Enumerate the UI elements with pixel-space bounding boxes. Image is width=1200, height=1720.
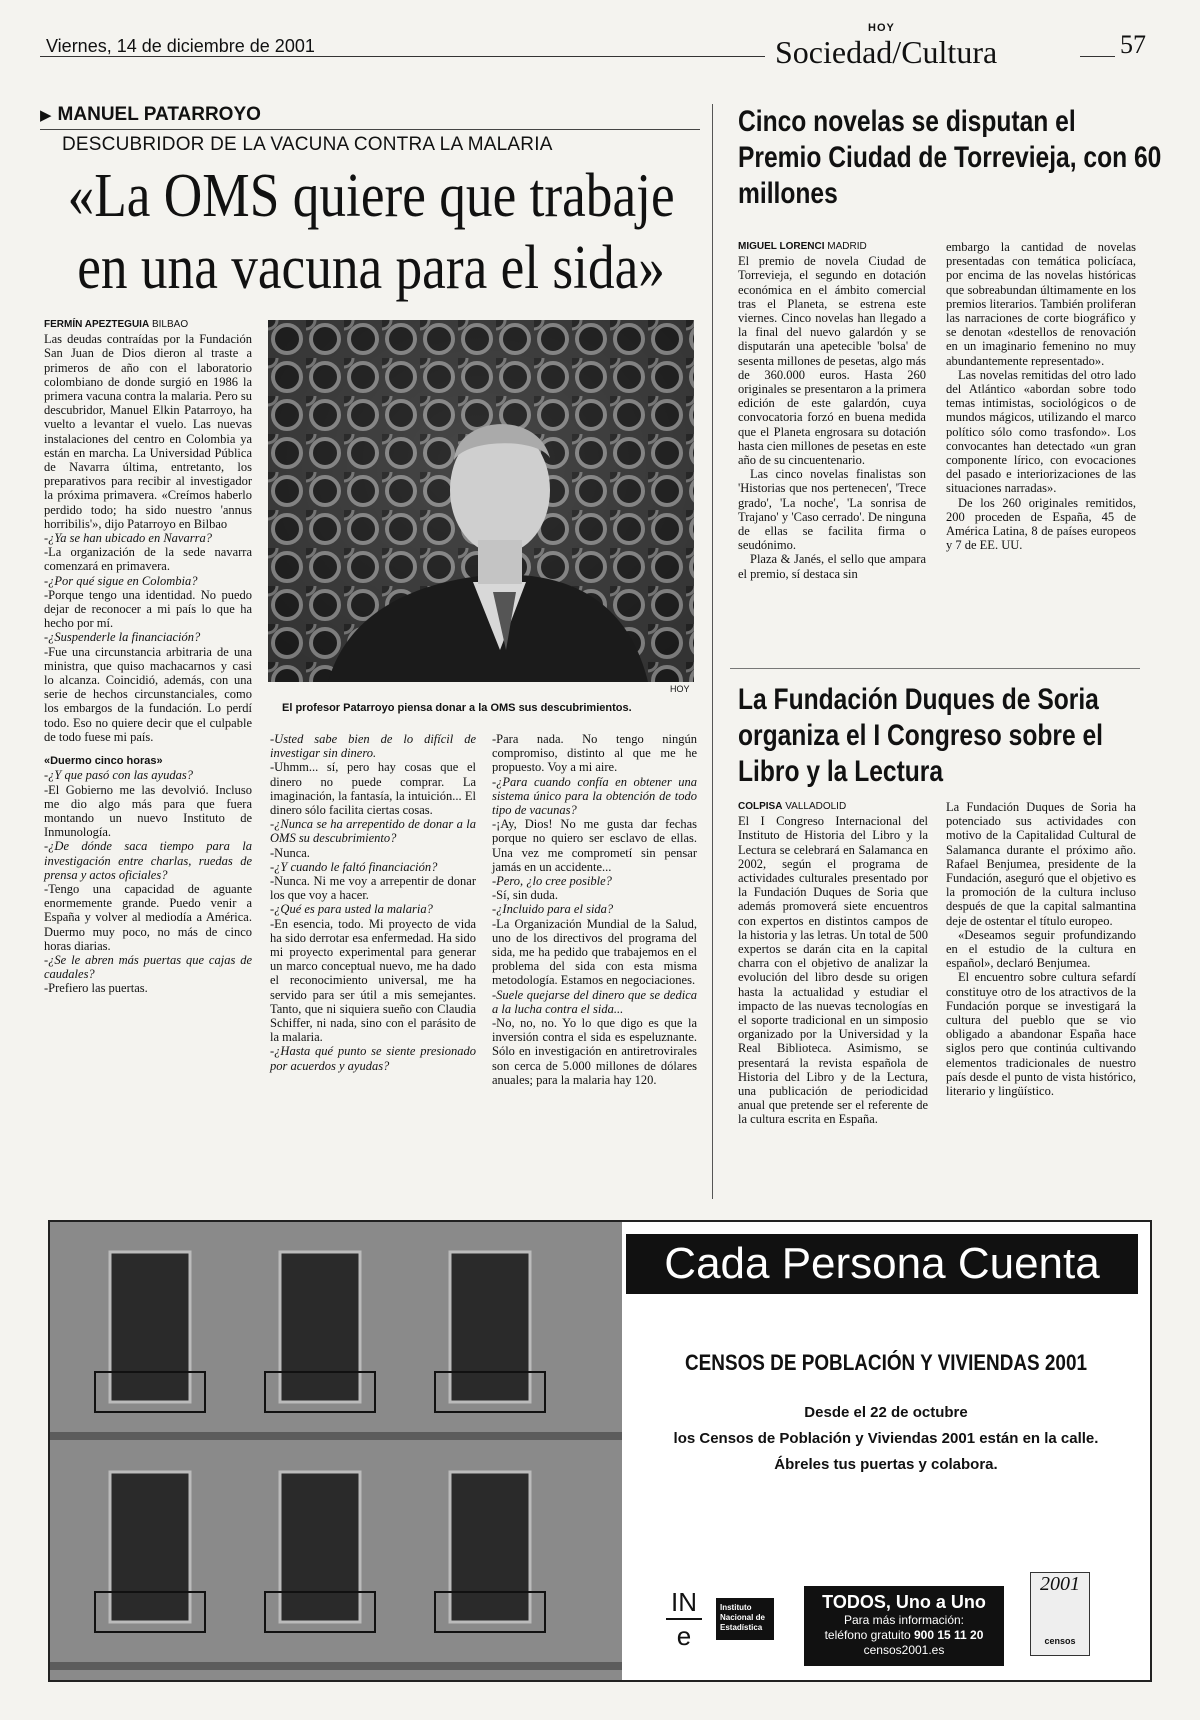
censos-logo	[1030, 1572, 1090, 1656]
paragraph: De los 260 originales remitidos, 200 proceden de España, 45 de América Latina, 8 de países europeos y 7 de EE. UU.	[946, 495, 1136, 553]
publication-name: HOY	[868, 22, 895, 34]
portrait-photo	[268, 320, 694, 682]
ine-name: Instituto Nacional de Estadística	[716, 1598, 774, 1640]
answer: -¡Ay, Dios! No me gusta dar fechas porque no quiero ser esclavo de ellas. Una vez me comprometí sin pensar jamás en un accidente...	[492, 817, 697, 874]
story3-byline	[738, 800, 928, 814]
ad-message	[626, 1400, 1146, 1478]
masthead	[40, 18, 1146, 70]
ad-slogan: TODOS, Uno a Uno	[822, 1592, 986, 1612]
question: -Usted sabe bien de lo difícil de investigar sin dinero.	[270, 732, 476, 761]
ad-info-box	[804, 1586, 1004, 1666]
qa-block-2	[44, 768, 252, 995]
paragraph: El I Congreso Internacional del Instituto de Historia del Libro y la Lectura se celebrará en Salamanca en 2002, según el programa de actividades culturales presentado por la Fundación Duques de Soria que además promoverá siete encuentros con expertos en distintos campos de la historia y las letras. Un total de 500 expertos se darán cita en la capital charra con el objetivo de analizar la evolución del libro desde su origen hasta la actualidad y estudiar el impacto de las nuevas tecnologías en el soporte tradicional en un simposio organizado por la Universidad y la Real Biblioteca. Asimismo, se presentará la revista española de Historia del Libro y de la Lectura, una publicación de periodicidad anual que pretende ser el referente de la cultura escrita en España.	[738, 814, 928, 1127]
story3-text-1	[738, 814, 928, 1126]
ine-logo	[662, 1587, 706, 1651]
question: -¿De dónde saca tiempo para la investigación entre charlas, ruedas de prensa y actos oficiales?	[44, 839, 252, 882]
answer: -Nunca. Ni me voy a arrepentir de donar los que voy a hacer.	[270, 874, 476, 903]
story2-author: MIGUEL LORENCI	[738, 241, 825, 252]
column-divider	[712, 104, 713, 1199]
story2-text-2	[946, 240, 1136, 552]
question: -¿Por qué sigue en Colombia?	[44, 573, 198, 588]
story2-place: MADRID	[827, 241, 867, 252]
issue-date: Viernes, 14 de diciembre de 2001	[46, 36, 315, 56]
byline-author: FERMÍN APEZTEGUIA	[44, 319, 150, 330]
story3-headline: La Fundación Duques de Soria organiza el I Congreso sobre el Libro y la Lectura	[738, 683, 1103, 788]
kicker-name: MANUEL PATARROYO	[57, 104, 261, 125]
story2-column-1	[738, 240, 926, 581]
answer: -Sí, sin duda.	[492, 888, 558, 903]
balconies-photo	[50, 1222, 622, 1682]
story3-author: COLPISA	[738, 801, 783, 812]
story2-headline: Cinco novelas se disputan el Premio Ciudad de Torrevieja, con 60 millones	[738, 105, 1162, 210]
question: -¿Nunca se ha arrepentido de donar a la OMS su descubrimiento?	[270, 817, 476, 846]
section-title: Sociedad/Cultura	[775, 34, 998, 70]
question: -¿Suspenderle la financiación?	[44, 630, 201, 645]
story-divider	[730, 668, 1140, 669]
photo-caption: El profesor Patarroyo piensa donar a la OMS sus descubrimientos.	[282, 702, 632, 714]
qa-block-3	[270, 732, 476, 1073]
answer: -Tengo una capacidad de aguante enormemente grande. Puedo venir a España y volver al mediodía a América. Duermo muy poco, no más de cinco horas diarias.	[44, 881, 252, 953]
story3-column-2	[946, 800, 1136, 1098]
ine-logo-bottom: e	[676, 1621, 692, 1651]
answer: -Fue una circunstancia arbitraria de una ministra, que quiso machacarnos y casi lo alcanza. Coincidió, además, con una serie de hechos circunstanciales, como los embargos de la fundación. Lo perdí todo. Eso no quiere decir que el culpable de todo fuese mi país.	[44, 644, 252, 744]
logo-text: censos	[1044, 1636, 1076, 1646]
page-number: 57	[1120, 30, 1146, 59]
answer: -La organización de la sede navarra comenzará en primavera.	[44, 545, 252, 574]
ad-line-3: Ábreles tus puertas y colabora.	[774, 1456, 998, 1473]
website: censos2001.es	[863, 1643, 945, 1657]
question: -¿Incluido para el sida?	[492, 902, 614, 917]
answer: -En esencia, todo. Mi proyecto de vida ha sido derrotar esa enfermedad. Ha sido mi proyecto experimental para generar un marco conceptual nuevo, me ha dado el reconocimiento universal, me ha servido para ser útil a mis semejantes. Tanto, que ni siquiera sueño con Claudia Schiffer, ni nada, sino con el parásito de la malaria.	[270, 916, 476, 1045]
masthead-rule	[40, 56, 765, 57]
ad-footer	[626, 1562, 1142, 1674]
paragraph: Plaza & Janés, el sello que ampara el premio, sí destaca sin	[738, 552, 926, 581]
subhead: «Duermo cinco horas»	[44, 755, 163, 768]
answer: -Uhmm... sí, pero hay cosas que el dinero no puede comprar. La imaginación, la fantasía, la intuición... El dinero sólo facilita ciertas cosas.	[270, 760, 476, 818]
question: -¿Ya se han ubicado en Navarra?	[44, 531, 212, 546]
question: -¿Y que pasó con las ayudas?	[44, 768, 193, 783]
answer: -Nunca.	[270, 845, 310, 860]
answer: -No, no, no. Yo lo que digo es que la inversión contra el sida es espeluznante. Sólo en investigación en antiretrovirales son cerca de 5.000 millones de dólares anuales; para la malaria hay 120.	[492, 1016, 697, 1087]
main-headline: «La OMS quiere que trabaje en una vacuna para el sida»	[67, 162, 675, 302]
census-advertisement	[48, 1220, 1152, 1682]
story3-text-2	[946, 800, 1136, 1098]
phone-line	[804, 1628, 1004, 1643]
question: -Pero, ¿lo cree posible?	[492, 874, 612, 889]
ad-title: CENSOS DE POBLACIÓN Y VIVIENDAS 2001	[685, 1350, 1087, 1375]
ine-logo-top: IN	[671, 1587, 697, 1617]
byline-place: BILBAO	[151, 319, 189, 330]
answer: -Prefiero las puertas.	[44, 981, 148, 996]
question: -¿Qué es para usted la malaria?	[270, 902, 433, 917]
answer: -La Organización Mundial de la Salud, uno de los directivos del programa del sida, me ha pedido que trabajemos en el problema del sida con esta misma metodología. Estamos en negociaciones.	[492, 916, 697, 988]
story-subtitle: DESCUBRIDOR DE LA VACUNA CONTRA LA MALARIA	[62, 134, 553, 155]
story2-byline	[738, 240, 926, 254]
answer: -El Gobierno me las devolvió. Incluso me dio algo más para que fuera montando un nuevo Instituto de Inmunología.	[44, 782, 252, 840]
story2-column-2	[946, 240, 1136, 552]
question: -¿Hasta qué punto se siente presionado por acuerdos y ayudas?	[270, 1044, 476, 1073]
story2-text-1	[738, 254, 926, 581]
story3-column-1	[738, 800, 928, 1127]
question: -¿Para cuando confía en obtener una sistema único para la obtención de todo tipo de vacunas?	[492, 774, 697, 818]
main-story-column-1	[44, 318, 252, 996]
ad-line-2: los Censos de Población y Viviendas 2001 están en la calle.	[673, 1430, 1099, 1447]
logo-year: 2001	[1040, 1573, 1080, 1595]
photo-credit: HOY	[670, 684, 690, 694]
info-label: Para más información:	[843, 1613, 965, 1627]
paragraph: «Deseamos seguir profundizando en el estudio de la cultura en español», declaró Benjumea.	[946, 927, 1136, 971]
question: -Suele quejarse del dinero que se dedica a la lucha contra el sida...	[492, 987, 697, 1016]
main-story-column-3	[492, 732, 697, 1087]
qa-block-4	[492, 732, 697, 1087]
byline	[44, 318, 252, 332]
paragraph: El premio de novela Ciudad de Torrevieja, el segundo en dotación económica en el ámbito comercial tras el Planeta, se estrena este viernes. Cinco novelas han llegado a la final del nuevo galardón y se disputarán una apetecible 'bolsa' de sesenta millones de pesetas, algo más de 360.000 euros. Hasta 260 originales se presentaron a la primera edición de este galardón, cuya convocatoria forzó en buena medida que el Planeta engrosara su dotación hasta cien millones de pesetas en este año de su cincuentenario.	[738, 254, 926, 468]
phone-number: 900 15 11 20	[914, 1628, 984, 1642]
masthead-rule-right	[1080, 56, 1115, 57]
ad-banner: Cada Persona Cuenta	[626, 1234, 1138, 1294]
paragraph: La Fundación Duques de Soria ha potenciado sus actividades con motivo de la Capitalidad Cultural de Salamanca durante el próximo año. Rafael Benjumea, presidente de la Fundación, aseguró que el objetivo es la promoción de la cultura incluso después de que la capital salmantina deje de ostentar el título europeo.	[946, 800, 1136, 928]
answer: -Porque tengo una identidad. No puedo dejar de reconocer a mi país lo que ha hecho por mí.	[44, 587, 252, 631]
question: -¿Se le abren más puertas que cajas de caudales?	[44, 952, 252, 982]
story-kicker	[40, 104, 700, 126]
paragraph: Las novelas remitidas del otro lado del Atlántico «abordan sobre todo temas intimistas, sociológicos o de mundos mágicos, utilizando el marco político sólo como trasfondo». Los convocantes han detectado «un gran componente lírico, con evocaciones del pasado e interiorizaciones de las situaciones narradas».	[946, 367, 1136, 496]
paragraph: Las cinco novelas finalistas son 'Historias que nos pertenecen', 'Trece grado', 'La noche', 'La sonrisa de Trajano' y 'Caso cerrado'. De ninguna de ellas se facilita firma o seudónimo.	[738, 467, 926, 553]
qa-block	[44, 531, 252, 744]
question: -¿Y cuando le faltó financiación?	[270, 859, 438, 874]
phone-label: teléfono gratuito	[824, 1628, 911, 1642]
paragraph: El encuentro sobre cultura sefardí constituye otro de los atractivos de la Fundación porque se investigará la cultura del pueblo que se vio obligado a abandonar España hace siglos pero que continúa cultivando elementos tradicionales de nuestro país desde el punto de vista histórico, literario y lingüístico.	[946, 970, 1136, 1099]
triangle-bullet-icon: ▶	[40, 107, 52, 124]
answer: -Para nada. No tengo ningún compromiso, distinto al que me he propuesto. Voy a mi aire.	[492, 732, 697, 775]
story3-place: VALLADOLID	[785, 801, 847, 812]
main-story-column-2	[270, 732, 476, 1073]
kicker-rule	[40, 129, 700, 130]
paragraph: Las deudas contraídas por la Fundación San Juan de Dios dieron al traste a primeros de año con el laboratorio colombiano de donde surgió en 1986 la primera vacuna contra la malaria. Pero su descubridor, Manuel Elkin Patarroyo, ha vuelto a levantar el vuelo. Las nuevas instalaciones del centro en Colombia ya están en marcha. La Universidad Pública de Navarra última, entretanto, los preparativos para recibir al investigador la próxima primavera. «Creímos haberlo perdido todo; ha sido nuestro 'annus horribilis'», dijo Patarroyo en Bilbao	[44, 332, 252, 531]
ad-line-1: Desde el 22 de octubre	[804, 1404, 968, 1421]
paragraph: embargo la cantidad de novelas presentadas con temática policíaca, por encima de las novelas históricas que sobreabundan últimamente en los premios literarios. También proliferan las narraciones de corte biográfico y se denotan «destellos de renovación en un imaginario femenino no muy abundantemente representado».	[946, 240, 1136, 368]
intro-text	[44, 332, 252, 531]
